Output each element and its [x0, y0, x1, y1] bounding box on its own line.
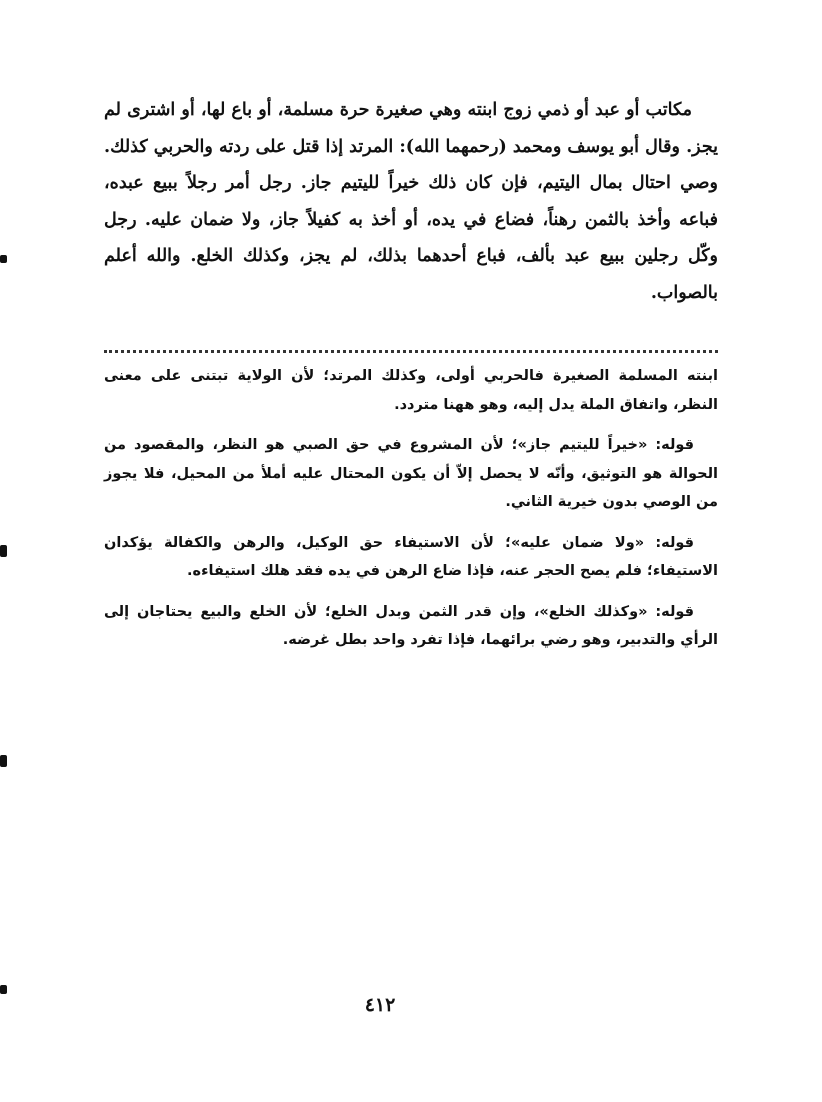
commentary-note: قوله: «خيراً لليتيم جاز»؛ لأن المشروع في حق الصبي هو النظر، والمقصود من الحوالة هو التوثيق، وأنّه لا يحصل إلاّ أن يكون المحتال عليه أملأ من المحيل، فلا يجوز من الوصي بدون خيرية الثاني. — [104, 437, 718, 510]
scan-artifact — [0, 755, 7, 767]
page-number: ٤١٢ — [364, 994, 396, 1016]
main-paragraph: مكاتب أو عبد أو ذمي زوج ابنته وهي صغيرة حرة مسلمة، أو باع لها، أو اشترى لم يجز. وقال أبو يوسف ومحمد (رحمهما الله): المرتد إذا قتل على ردته والحربي كذلك. وصي احتال بمال اليتيم، فإن كان ذلك خيراً لليتيم جاز. رجل أمر رجلاً ببيع عبده، فباعه وأخذ بالثمن رهناً، فضاع في يده، أو أخذ به كفيلاً جاز، ولا ضمان عليه. رجل وكّل رجلين ببيع عبد بألف، فباع أحدهما بذلك، لم يجز، وكذلك الخلع. والله أعلم بالصواب. — [104, 100, 718, 303]
scan-artifact — [0, 985, 7, 994]
commentary-note: قوله: «ولا ضمان عليه»؛ لأن الاستيفاء حق الوكيل، والرهن والكفالة يؤكدان الاستيفاء؛ فلم يصح الحجر عنه، فإذا ضاع الرهن في يده فقد هلك استيفاءه. — [104, 534, 718, 579]
commentary-intro: ابنته المسلمة الصغيرة فالحربي أولى، وكذلك المرتد؛ لأن الولاية تبتنى على معنى النظر، واتفاق الملة يدل إليه، وهو ههنا متردد. — [104, 368, 718, 413]
scan-artifact — [0, 545, 7, 557]
main-text-block — [104, 92, 718, 311]
dotted-separator — [104, 350, 718, 353]
commentary-block — [104, 362, 718, 655]
scan-artifact — [0, 255, 7, 263]
commentary-note: قوله: «وكذلك الخلع»، وإن قدر الثمن وبدل الخلع؛ لأن الخلع والبيع يحتاجان إلى الرأي والتدبير، وهو رضي برائهما، فإذا تفرد واحد بطل غرضه. — [104, 603, 718, 648]
